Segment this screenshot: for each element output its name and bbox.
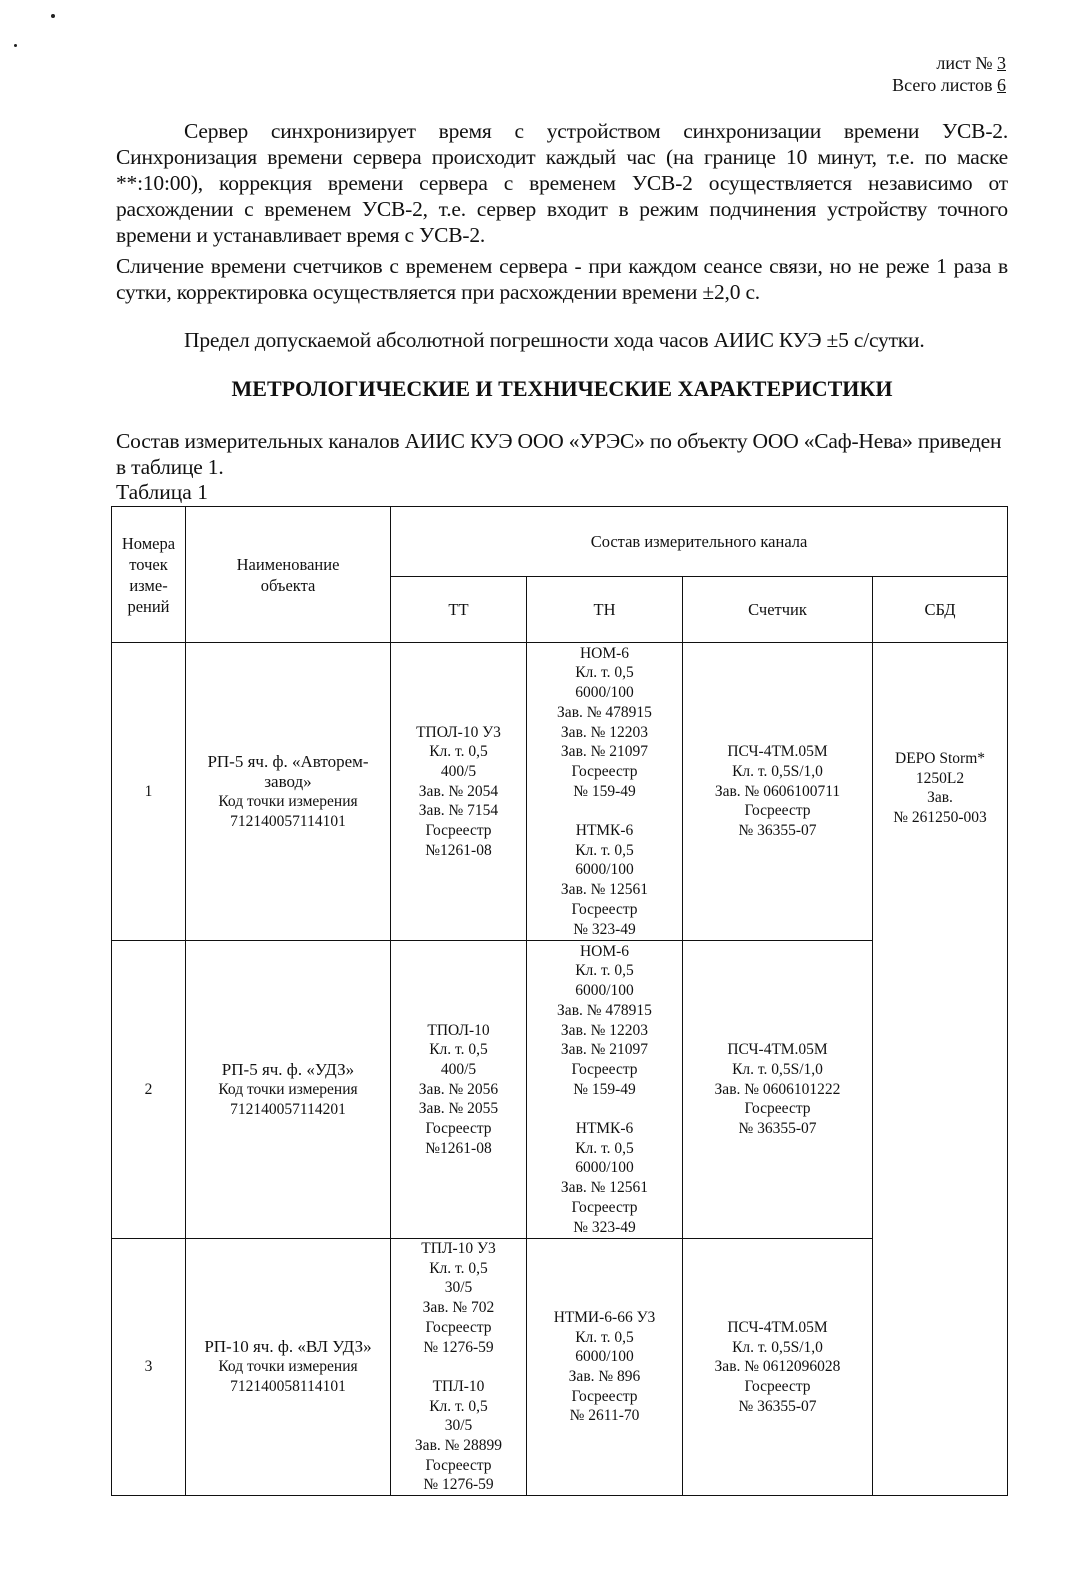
tn-cell [527,1239,683,1496]
tn-line: Кл. т. 0,5 [575,962,634,980]
header-points-line: изме- [129,575,168,595]
tt-line: ТПЛ-10 [432,1377,485,1395]
tn-line: 6000/100 [575,1159,634,1177]
tn-line: 6000/100 [575,982,634,1000]
tn-line: НТМИ-6-66 У3 [553,1308,656,1326]
tt-line: Кл. т. 0,5 [429,1397,488,1415]
tt-line: №1261-08 [425,1139,492,1157]
meter-line: Госреестр [744,1100,811,1118]
paragraph-meter-compare-text: Сличение времени счетчиков с временем сервера - при каждом сеансе связи, но не реже 1 раза в сутки, корректировка осуществляется при расхождении времени ±2,0 с. [116,254,1008,304]
table-caption: Таблица 1 [116,480,208,504]
tt-line: Зав. № 2056 [418,1080,499,1098]
tt-line: Кл. т. 0,5 [429,1041,488,1059]
tt-line: 400/5 [440,1060,477,1078]
header-tt: ТТ [391,577,527,643]
object-line: 712140057114201 [230,1100,346,1118]
meter-line: Кл. т. 0,5S/1,0 [732,1338,823,1356]
object-name [186,1239,391,1496]
tt-line: 400/5 [440,762,477,780]
tn-gap [529,1099,680,1119]
tn-cell [527,941,683,1239]
tt-cell [391,941,527,1239]
header-tn: ТН [527,577,683,643]
tn-line: Зав. № 12203 [560,1021,649,1039]
tt-line: Зав. № 2055 [418,1100,499,1118]
object-line: РП-10 яч. ф. «ВЛ УДЗ» [204,1337,372,1357]
header-object-line: Наименование [236,554,340,574]
total-sheets-number: 6 [997,75,1006,95]
sbd-line: DEPO Storm* [895,750,986,767]
tt-line: Зав. № 702 [422,1299,495,1317]
meter-line: ПСЧ-4ТМ.05М [727,743,828,761]
tn-line: НТМК-6 [575,822,634,840]
header-meter: Счетчик [683,577,873,643]
tt-line: Кл. т. 0,5 [429,743,488,761]
object-line: 712140058114101 [230,1378,346,1396]
tt-line: ТПОЛ-10 [427,1021,490,1039]
paragraph-clock-limit [116,327,1008,353]
meter-cell [683,941,873,1239]
tt-line: 30/5 [444,1417,473,1435]
header-points [112,507,186,643]
tn-gap [529,801,680,821]
paragraph-clock-limit-text: Предел допускаемой абсолютной погрешности хода часов АИИС КУЭ ±5 с/сутки. [184,328,925,352]
tt-line: Зав. № 28899 [414,1437,503,1455]
sheet-label: лист № [936,53,993,73]
tt-line: №1261-08 [425,841,492,859]
point-number: 1 [112,643,186,941]
header-channel: Состав измерительного канала [391,507,1008,577]
object-line: Код точки измерения [218,792,358,810]
point-number: 2 [112,941,186,1239]
tn-line: НТМК-6 [575,1120,634,1138]
paragraph-sync [116,118,1008,248]
tn-line: Зав. № 12561 [560,1179,649,1197]
paragraph-meter-compare [116,253,1008,305]
meter-line: Кл. т. 0,5S/1,0 [732,1060,823,1078]
meter-line: Кл. т. 0,5S/1,0 [732,762,823,780]
scan-speck [51,14,55,18]
sbd-line: Зав. [927,789,953,807]
tt-cell [391,643,527,941]
tt-line: 30/5 [444,1279,473,1297]
paragraph-sync-text: Сервер синхронизирует время с устройством синхронизации времени УСВ-2. Синхронизация времени сервера происходит каждый час (на границе 10 минут, т.е. по маске **:10:00), коррекция времени сервера с временем УСВ-2 осуществляется независимо от расхождении с временем УСВ-2, т.е. сервер входит в режим подчинения устройству точного времени и устанавливает время с УСВ-2. [116,119,1008,247]
header-sbd: СБД [873,577,1008,643]
meter-line: Госреестр [744,1377,811,1395]
tn-cell [527,643,683,941]
tn-line: Кл. т. 0,5 [575,841,634,859]
total-sheets-line [892,74,1006,96]
tn-line: Госреестр [571,762,638,780]
tt-line: Кл. т. 0,5 [429,1259,488,1277]
meter-cell [683,1239,873,1496]
meter-line: Госреестр [744,802,811,820]
tn-line: 6000/100 [575,1348,634,1366]
meter-line: Зав. № 0612096028 [714,1358,841,1376]
tn-line: Зав. № 12561 [560,881,649,899]
tn-line: НОМ-6 [579,942,630,960]
sbd-line: № 261250-003 [893,809,987,827]
header-points-line: точек [129,554,168,574]
sheet-number: 3 [997,53,1006,73]
tn-line: Зав. № 12203 [560,723,649,741]
tn-line: 6000/100 [575,684,634,702]
tn-line: № 2611-70 [569,1407,640,1425]
tn-line: Кл. т. 0,5 [575,1328,634,1346]
sheet-number-line [892,52,1006,74]
tt-line: Госреестр [425,1318,492,1336]
tn-line: Зав. № 478915 [557,1001,652,1019]
tn-line: Госреестр [571,1198,638,1216]
table-intro: Состав измерительных каналов АИИС КУЭ ООО «УРЭС» по объекту ООО «Саф-Нева» приведен в таблице 1. [116,429,1002,479]
object-line: завод» [264,771,312,791]
tt-line: Зав. № 7154 [418,802,499,820]
tt-line: ТПОЛ-10 У3 [416,723,501,741]
tn-line: Зав. № 896 [568,1368,641,1386]
section-heading: МЕТРОЛОГИЧЕСКИЕ И ТЕХНИЧЕСКИЕ ХАРАКТЕРИСТИКИ [231,376,893,401]
tn-line: Госреестр [571,900,638,918]
tt-line: Госреестр [425,1456,492,1474]
meter-line: ПСЧ-4ТМ.05М [727,1318,828,1336]
tn-line: НОМ-6 [579,644,630,662]
sbd-line: 1250L2 [915,769,965,787]
meter-cell [683,643,873,941]
meter-line: Зав. № 0606100711 [714,782,841,800]
tt-line: № 1276-59 [423,1476,494,1494]
tn-line: Зав. № 21097 [560,743,649,761]
object-name [186,941,391,1239]
point-number: 3 [112,1239,186,1496]
tt-cell [391,1239,527,1496]
tn-line: Кл. т. 0,5 [575,1139,634,1157]
header-object [186,507,391,643]
object-line: Код точки измерения [218,1080,358,1098]
scan-speck [14,44,17,47]
tn-line: Госреестр [571,1060,638,1078]
meter-line: № 36355-07 [738,1397,817,1415]
tt-line: № 1276-59 [423,1338,494,1356]
tn-line: № 159-49 [573,782,636,800]
tt-line: Зав. № 2054 [418,782,499,800]
table-row [112,643,1008,941]
sheet-info [892,52,1006,96]
header-points-line: рений [127,596,170,616]
meter-line: ПСЧ-4ТМ.05М [727,1041,828,1059]
tn-line: № 323-49 [573,1218,636,1236]
tn-line: № 159-49 [573,1080,636,1098]
meter-line: № 36355-07 [738,822,817,840]
tn-line: Зав. № 478915 [557,703,652,721]
object-line: РП-5 яч. ф. «Авторем- [207,751,369,771]
tt-line: ТПЛ-10 У3 [421,1240,496,1257]
tn-line: Зав. № 21097 [560,1041,649,1059]
tn-line: № 323-49 [573,920,636,938]
header-points-line: Номера [121,533,176,553]
object-name [186,643,391,941]
measurement-channels-table [111,506,1008,1496]
sbd-cell [873,643,1008,1496]
tn-line: 6000/100 [575,861,634,879]
meter-line: Зав. № 0606101222 [714,1080,841,1098]
tt-line: Госреестр [425,822,492,840]
meter-line: № 36355-07 [738,1120,817,1138]
total-sheets-label: Всего листов [892,75,993,95]
tt-line: Госреестр [425,1120,492,1138]
tt-gap [393,1357,524,1377]
object-line: РП-5 яч. ф. «УДЗ» [221,1059,355,1079]
tn-line: Госреестр [571,1387,638,1405]
tn-line: Кл. т. 0,5 [575,664,634,682]
header-object-line: объекта [260,575,316,595]
object-line: Код точки измерения [218,1358,358,1376]
object-line: 712140057114101 [230,812,346,830]
